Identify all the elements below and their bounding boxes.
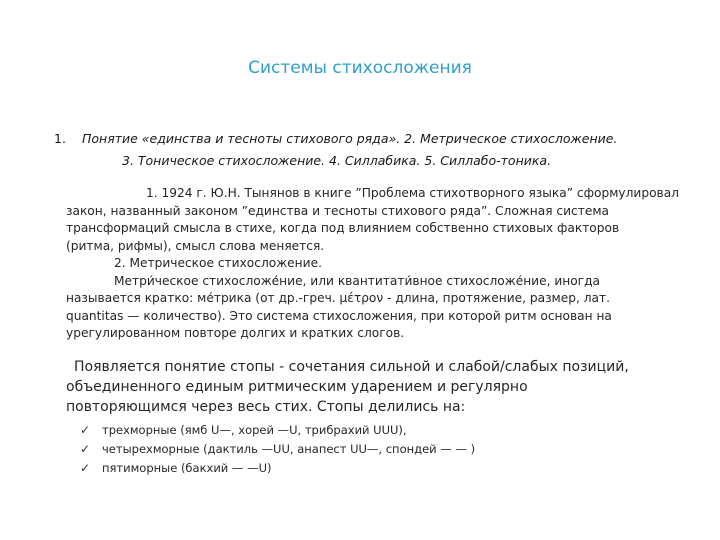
page-title: Системы стихосложения (248, 58, 472, 78)
list-item (80, 440, 680, 459)
list-item (80, 421, 680, 440)
foot-concept-line-3: повторяющимся через весь стих. Стопы делились на: (66, 399, 466, 415)
list-item (80, 459, 680, 478)
metric-definition-line-4: урегулированном повторе долгих и кратких слогов. (66, 326, 405, 340)
list-item-text: трехморные (ямб U—, хорей —U, трибрахий UUU), (102, 423, 407, 437)
metric-definition-line-3: quantitas — количество). Это система стихосложения, при которой ритм основан на (66, 308, 612, 323)
topics-list (54, 128, 694, 172)
topics-number: 1. (54, 131, 66, 146)
metric-definition-line-1: Метри́ческое стихосложе́ние, или квантитати́вное стихосложе́ние, иногда (114, 273, 600, 288)
feet-list (80, 421, 680, 478)
tynyanov-line-3: трансформаций смысла в стихе, когда под влиянием собственно стиховых факторов (66, 221, 620, 235)
topics-line-2: 3. Тоническое стихосложение. 4. Силлабика. 5. Силлабо-тоника. (122, 153, 552, 168)
section-2-text (66, 357, 686, 417)
list-item-text: пятиморные (бакхий — —U) (102, 461, 272, 475)
foot-concept-line-2: объединенного единым ритмическим ударением и регулярно (66, 379, 528, 395)
metric-heading: 2. Метрическое стихосложение. (114, 256, 322, 270)
section-1-text (66, 185, 686, 343)
tynyanov-line-2: закон, названный законом ”единства и тесноты стихового ряда”. Сложная система (66, 203, 609, 218)
checkmark-icon: ✓ (80, 442, 91, 456)
tynyanov-line-4: (ритма, рифмы), смысл слова меняется. (66, 238, 325, 253)
foot-concept-line-1: Появляется понятие стопы - сочетания сильной и слабой/слабых позиций, (74, 359, 629, 375)
checkmark-icon: ✓ (80, 423, 91, 437)
topics-line-1 (54, 128, 694, 150)
checkmark-icon: ✓ (80, 461, 91, 475)
tynyanov-line-1: 1. 1924 г. Ю.Н. Тынянов в книге ”Проблема стихотворного языка” сформулировал (146, 186, 679, 200)
list-item-text: четырехморные (дактиль —UU, анапест UU—, спондей — — ) (102, 442, 476, 456)
topics-line-1-text: Понятие «единства и тесноты стихового ряда». 2. Метрическое стихосложение. (82, 131, 618, 146)
metric-definition-line-2: называется кратко: ме́трика (от др.-греч. μέτρον - длина, протяжение, размер, лат. (66, 291, 610, 305)
